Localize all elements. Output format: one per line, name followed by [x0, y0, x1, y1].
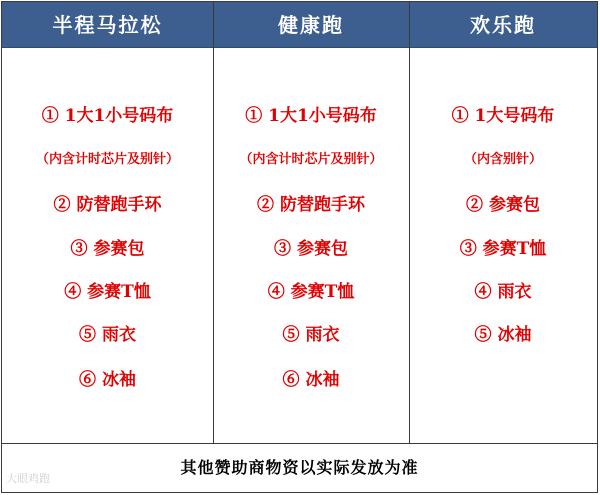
fun-run-items — [409, 48, 597, 443]
kit-table — [1, 1, 598, 493]
table-header-row — [2, 2, 597, 48]
list-item-note: （内含计时芯片及别针） — [35, 152, 179, 167]
list-item: ① 1大号码布 — [451, 106, 555, 126]
list-item-note: （内含计时芯片及别针） — [239, 152, 383, 167]
list-item: ③ 参赛T恤 — [459, 239, 547, 259]
list-item: ④ 参赛T恤 — [267, 282, 355, 302]
list-item: ① 1大1小号码布 — [245, 106, 377, 126]
list-item: ⑤ 雨衣 — [282, 325, 340, 345]
header-half-marathon: 半程马拉松 — [52, 13, 163, 37]
health-run-items — [213, 48, 409, 443]
list-item: ② 参赛包 — [466, 195, 540, 215]
list-item: ⑤ 冰袖 — [474, 325, 532, 345]
half-marathon-items — [2, 48, 213, 443]
list-item: ④ 参赛T恤 — [64, 282, 151, 302]
list-item: ③ 参赛包 — [274, 239, 348, 259]
list-item: ③ 参赛包 — [70, 239, 145, 259]
header-health-run: 健康跑 — [278, 13, 344, 37]
list-item: ④ 雨衣 — [474, 282, 532, 302]
list-item: ② 防替跑手环 — [53, 195, 162, 215]
list-item-note: （内含别针） — [463, 152, 542, 167]
watermark: 大眼鸡跑 — [6, 472, 50, 485]
list-item: ⑥ 冰袖 — [79, 370, 136, 390]
footer-note: 其他赞助商物资以实际发放为准 — [2, 443, 597, 492]
list-item: ① 1大1小号码布 — [41, 106, 174, 126]
list-item: ⑥ 冰袖 — [282, 370, 340, 390]
list-item: ⑤ 雨衣 — [79, 325, 136, 345]
list-item: ② 防替跑手环 — [257, 195, 365, 215]
header-fun-run: 欢乐跑 — [470, 13, 536, 37]
